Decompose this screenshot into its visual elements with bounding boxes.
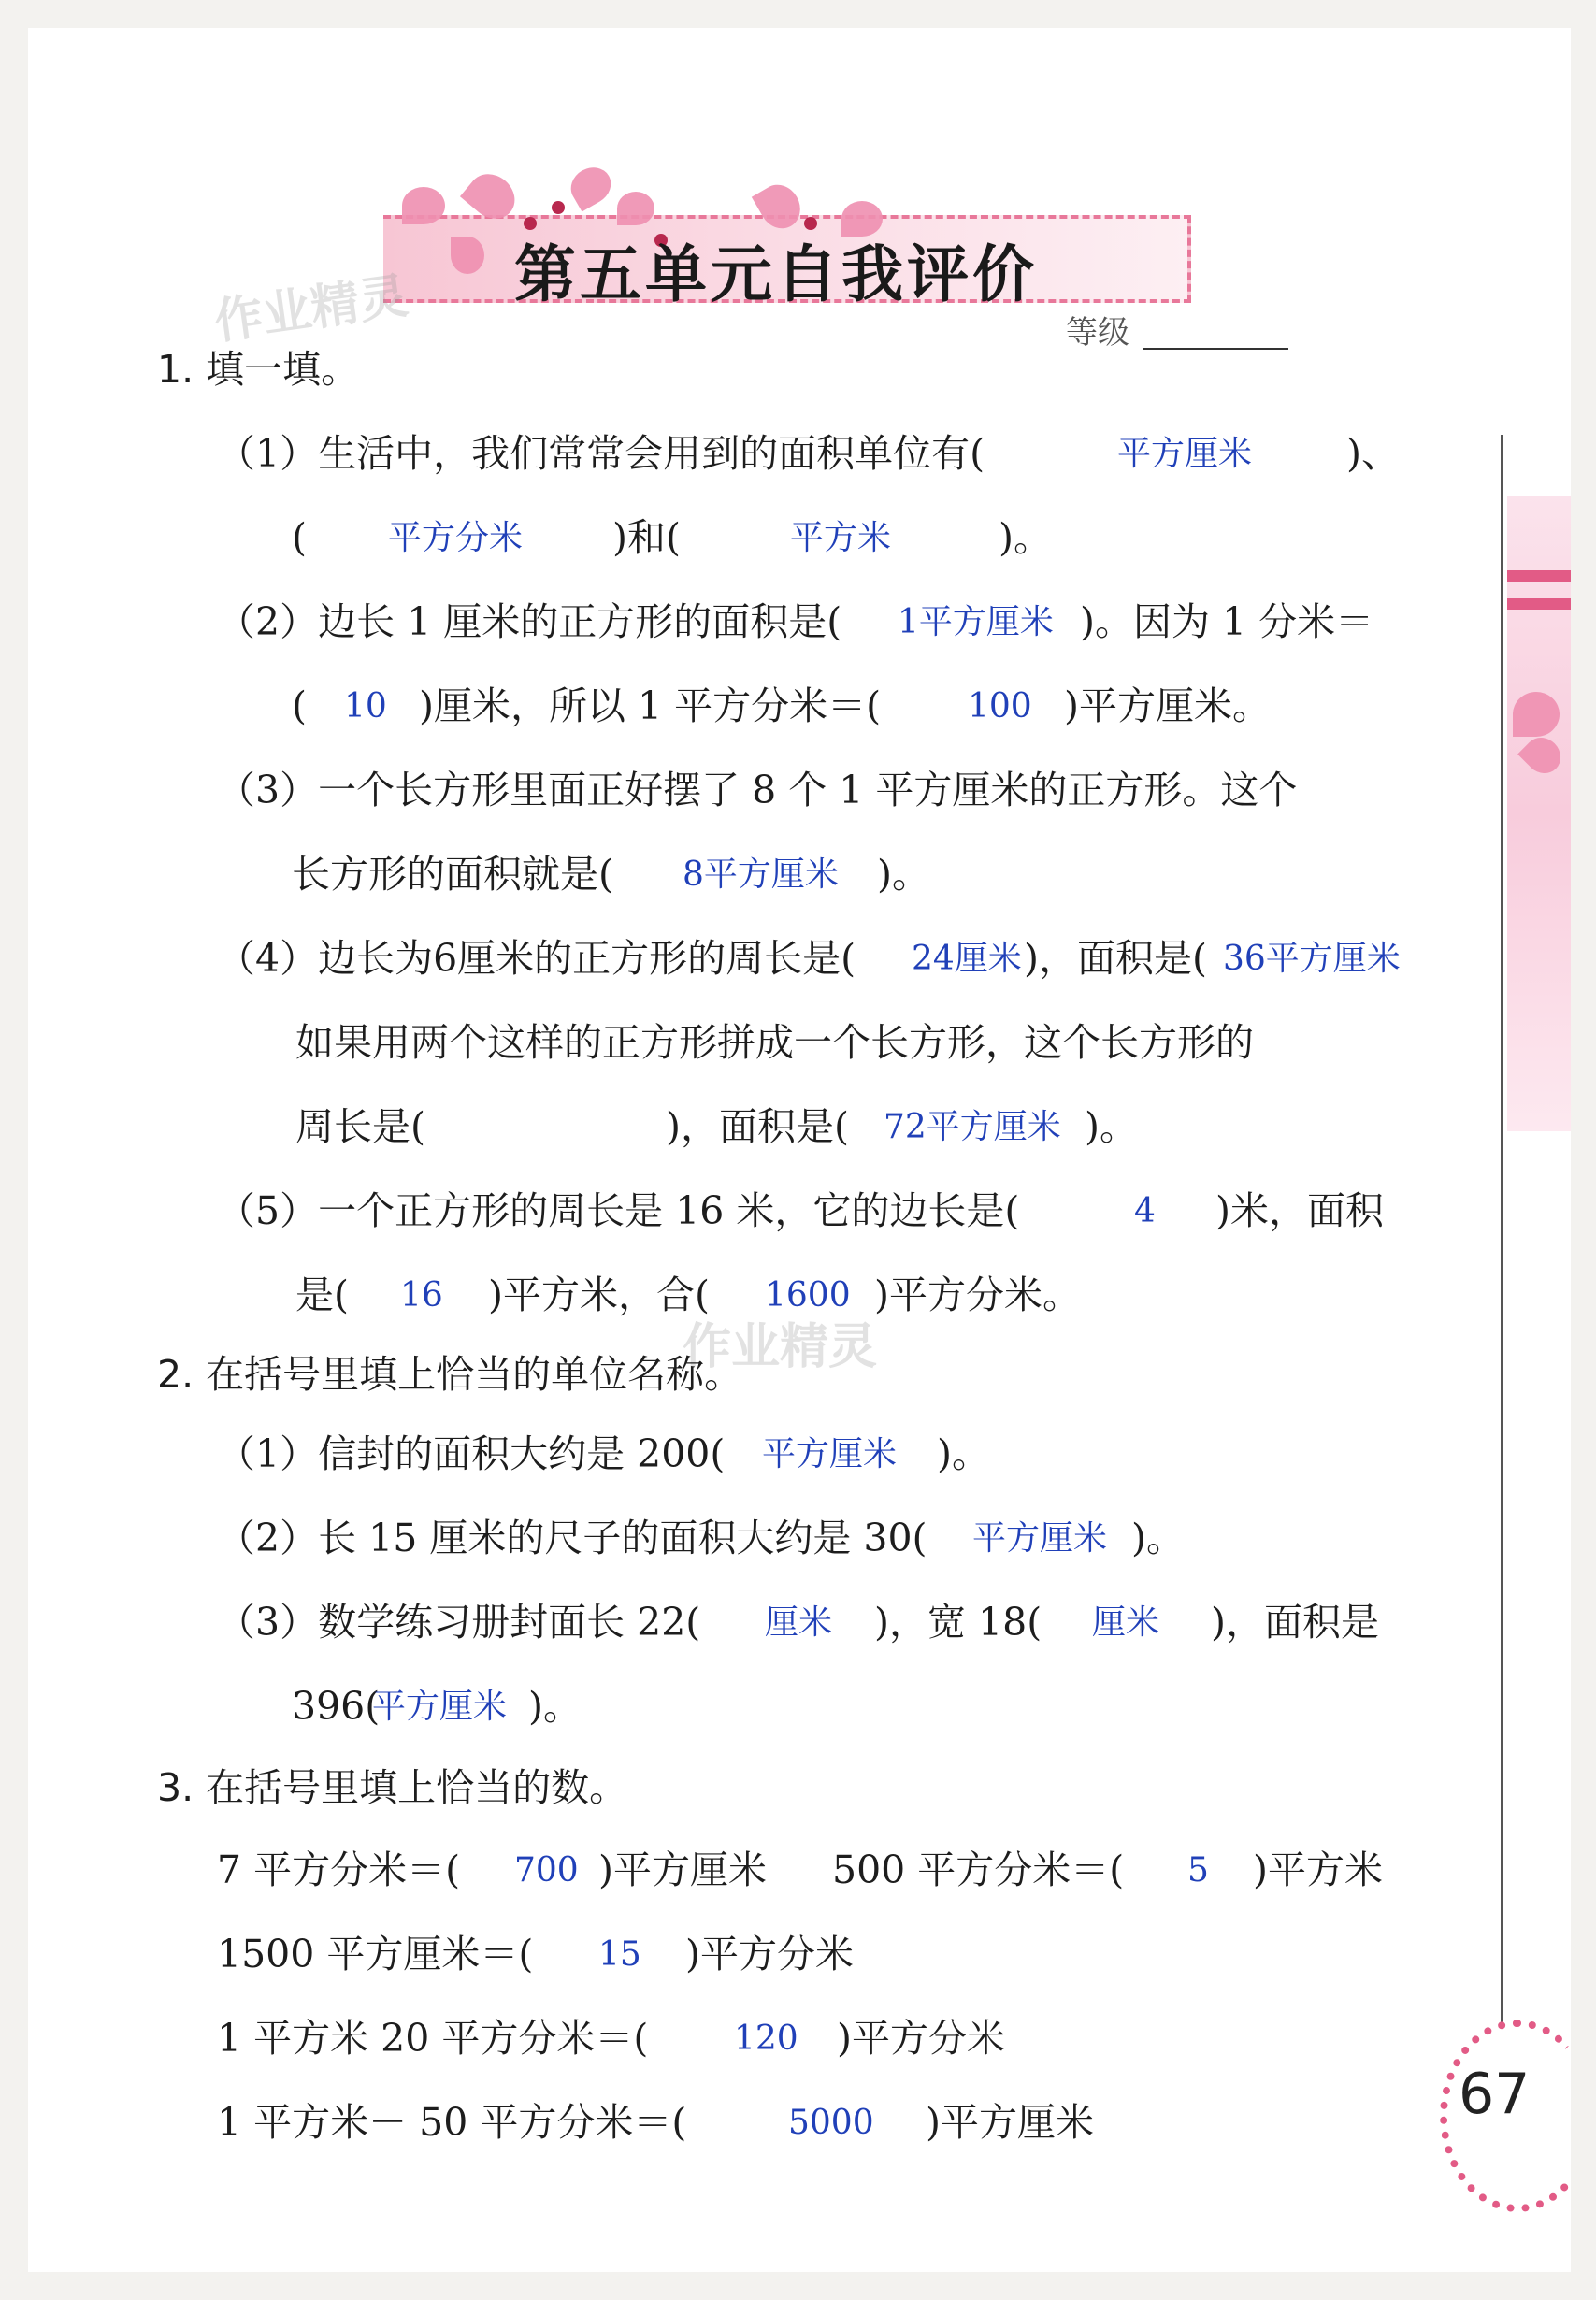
margin-line	[1501, 435, 1503, 2024]
q3-text: )平方厘米	[598, 1847, 767, 1892]
watermark: 作业精灵	[210, 267, 411, 352]
q2-3-text: 396(	[292, 1684, 381, 1729]
q3-answer: 15	[598, 1935, 641, 1974]
flower-decoration	[1513, 692, 1560, 737]
q3-answer: 5000	[788, 2104, 874, 2142]
q1-2-text: )。因为 1 分米＝	[1080, 599, 1374, 644]
q1-answer: 平方米	[790, 519, 892, 557]
q3-text: 500 平方分米＝(	[832, 1847, 1125, 1892]
q1-answer: 16	[400, 1276, 443, 1315]
q1-heading: 1. 填一填。	[157, 347, 360, 392]
q2-3-text: )。	[528, 1684, 582, 1729]
q1-5-text: 是(	[295, 1272, 349, 1317]
q1-answer: 24厘米	[912, 940, 1022, 978]
q1-2-text: (	[292, 683, 307, 728]
q1-5-text: （5）一个正方形的周长是 16 米，它的边长是(	[217, 1188, 1020, 1233]
flower-decoration	[617, 192, 654, 225]
q1-5-text: )米，面积	[1215, 1188, 1384, 1233]
q2-answer: 平方厘米	[972, 1519, 1108, 1558]
q1-3-text: 长方形的面积就是(	[292, 852, 613, 897]
q1-answer: 36平方厘米	[1223, 940, 1401, 978]
q2-answer: 平方厘米	[762, 1435, 898, 1473]
q3-text: 7 平方分米＝(	[217, 1847, 461, 1892]
q1-4-text: )，面积是(	[666, 1104, 849, 1149]
q1-1-text: )和(	[612, 515, 681, 560]
berry-decoration	[552, 201, 565, 214]
page-number: 67	[1459, 2062, 1531, 2127]
q1-1-text: )。	[999, 515, 1052, 560]
grade-blank	[1143, 348, 1288, 350]
q1-4-text: )，面积是(	[1024, 936, 1207, 981]
q2-answer: 厘米	[765, 1603, 833, 1642]
q3-text: )平方分米	[837, 2016, 1005, 2061]
q1-1-text: (	[292, 515, 307, 560]
q1-2-text: )平方厘米。	[1064, 683, 1271, 728]
q1-4-text: 如果用两个这样的正方形拼成一个长方形，这个长方形的	[295, 1020, 1254, 1065]
q2-3-text: （3）数学练习册封面长 22(	[217, 1600, 701, 1645]
q1-1-text: （1）生活中，我们常常会用到的面积单位有(	[217, 431, 985, 476]
q3-heading: 3. 在括号里填上恰当的数。	[157, 1765, 628, 1810]
q3-text: )平方米	[1253, 1847, 1383, 1892]
q1-answer: 平方厘米	[1117, 435, 1253, 473]
q3-answer: 700	[514, 1851, 579, 1890]
q3-text: 1500 平方厘米＝(	[217, 1932, 534, 1977]
q1-answer: 1600	[765, 1276, 851, 1315]
grade-label: 等级	[1066, 314, 1129, 352]
q2-answer: 平方厘米	[372, 1688, 508, 1726]
q1-answer: 1平方厘米	[898, 603, 1054, 641]
q1-5-text: )平方米，合(	[488, 1272, 710, 1317]
flower-decoration	[451, 237, 484, 274]
q1-2-text: )厘米，所以 1 平方分米＝(	[419, 683, 882, 728]
q3-text: )平方厘米	[926, 2100, 1094, 2145]
q1-1-text: )、	[1346, 431, 1400, 476]
q2-1-text: （1）信封的面积大约是 200(	[217, 1431, 726, 1476]
q3-text: 1 平方米－ 50 平方分米＝(	[217, 2100, 687, 2145]
q2-2-text: （2）长 15 厘米的尺子的面积大约是 30(	[217, 1516, 927, 1560]
q1-answer: 10	[344, 687, 387, 726]
q1-4-text: 周长是(	[295, 1104, 425, 1149]
q1-3-text: )。	[877, 852, 930, 897]
q1-5-text: )平方分米。	[874, 1272, 1081, 1317]
q2-1-text: )。	[937, 1431, 990, 1476]
q1-3-text: （3）一个长方形里面正好摆了 8 个 1 平方厘米的正方形。这个	[217, 768, 1298, 812]
q3-text: 1 平方米 20 平方分米＝(	[217, 2016, 649, 2061]
q2-2-text: )。	[1131, 1516, 1185, 1560]
q1-4-text: （4）边长为6厘米的正方形的周长是(	[217, 936, 856, 981]
q1-4-text: )。	[1085, 1104, 1138, 1149]
q2-3-text: )，宽 18(	[874, 1600, 1042, 1645]
q1-2-text: （2）边长 1 厘米的正方形的面积是(	[217, 599, 842, 644]
q1-answer: 8平方厘米	[683, 855, 839, 894]
side-bar	[1507, 598, 1571, 610]
q3-text: )平方分米	[685, 1932, 854, 1977]
side-decoration	[1507, 496, 1571, 1131]
page-title: 第五单元自我评价	[514, 237, 1038, 310]
flower-decoration	[402, 187, 445, 224]
q1-answer: 4	[1134, 1192, 1156, 1230]
watermark: 作业精灵	[683, 1319, 878, 1375]
side-bar	[1507, 570, 1571, 582]
q2-3-text: )，面积是	[1211, 1600, 1379, 1645]
q2-answer: 厘米	[1092, 1603, 1160, 1642]
q1-answer: 72平方厘米	[884, 1108, 1061, 1146]
q3-answer: 120	[734, 2020, 798, 2058]
q1-answer: 平方分米	[388, 519, 524, 557]
q2-heading: 2. 在括号里填上恰当的单位名称。	[157, 1352, 743, 1397]
q3-answer: 5	[1187, 1851, 1209, 1890]
q1-answer: 100	[968, 687, 1032, 726]
